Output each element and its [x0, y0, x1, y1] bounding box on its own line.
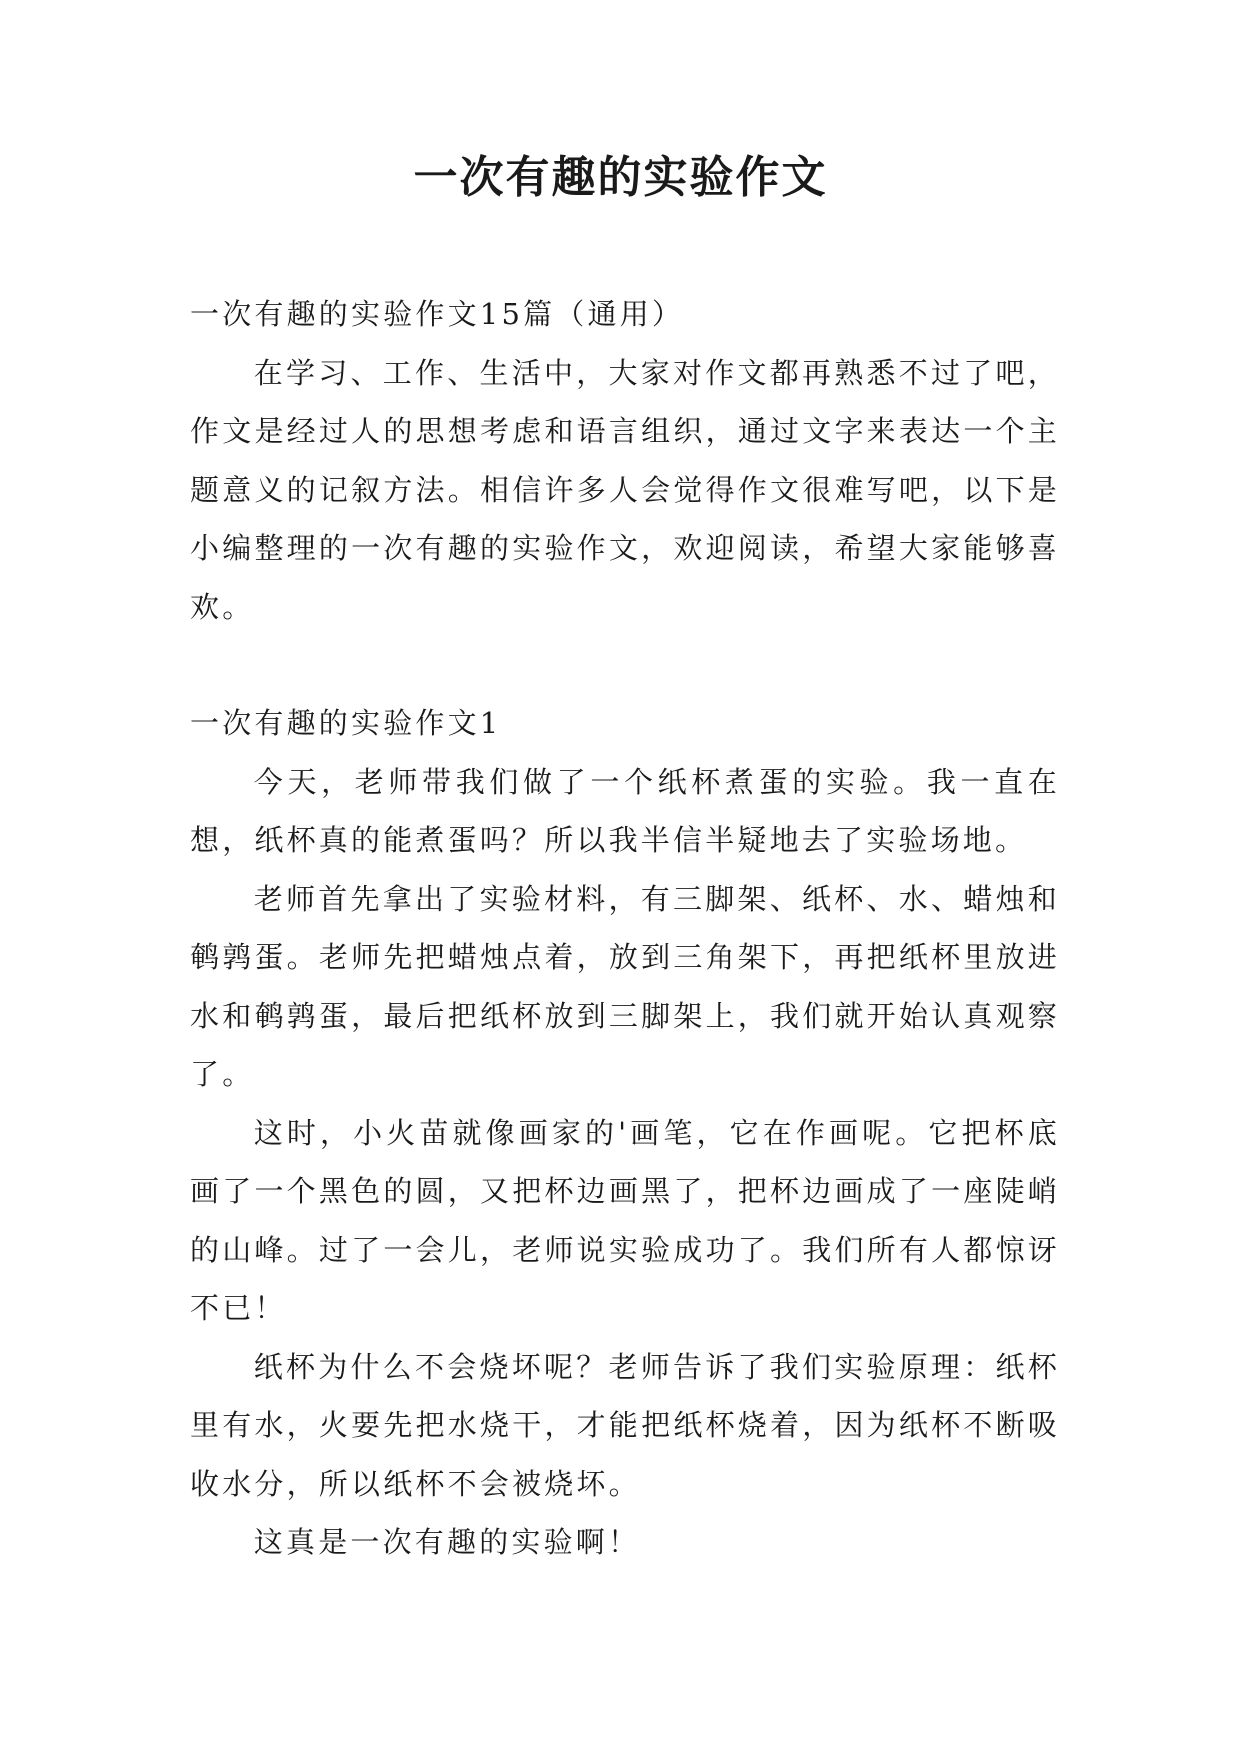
document-title: 一次有趣的实验作文: [413, 152, 828, 203]
section-1-paragraph-1: 今天，老师带我们做了一个纸杯煮蛋的实验。我一直在想，纸杯真的能煮蛋吗？所以我半信半疑地去了实验场地。: [190, 764, 1060, 857]
document-body: [190, 285, 1060, 1572]
section-1-paragraph-3: 这时，小火苗就像画家的'画笔，它在作画呢。它把杯底画了一个黑色的圆，又把杯边画黑了，把杯边画成了一座陡峭的山峰。过了一会儿，老师说实验成功了。我们所有人都惊讶不已！: [190, 1115, 1060, 1325]
intro-heading: 一次有趣的实验作文15篇（通用）: [190, 297, 685, 331]
section-1-paragraph-5: 这真是一次有趣的实验啊！: [253, 1525, 641, 1559]
section-1-paragraph-2: 老师首先拿出了实验材料，有三脚架、纸杯、水、蜡烛和鹌鹑蛋。老师先把蜡烛点着，放到三角架下，再把纸杯里放进水和鹌鹑蛋，最后把纸杯放到三脚架上，我们就开始认真观察了。: [190, 881, 1060, 1091]
section-1-heading: 一次有趣的实验作文1: [190, 706, 502, 740]
intro-paragraph: 在学习、工作、生活中，大家对作文都再熟悉不过了吧，作文是经过人的思想考虑和语言组织，通过文字来表达一个主题意义的记叙方法。相信许多人会觉得作文很难写吧，以下是小编整理的一次有趣的实验作文，欢迎阅读，希望大家能够喜欢。: [190, 355, 1060, 624]
section-spacer: [190, 636, 1060, 694]
section-1-paragraph-4: 纸杯为什么不会烧坏呢？老师告诉了我们实验原理：纸杯里有水，火要先把水烧干，才能把纸杯烧着，因为纸杯不断吸收水分，所以纸杯不会被烧坏。: [190, 1349, 1060, 1501]
